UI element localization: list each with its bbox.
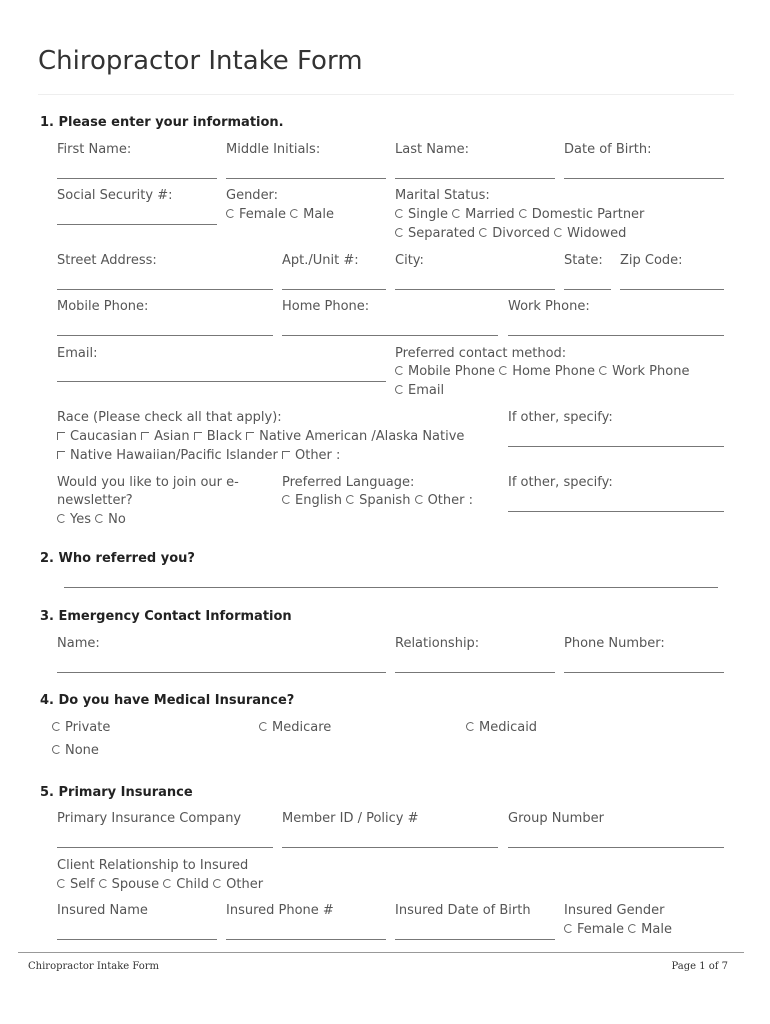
- ec-phone-label: Phone Number:: [564, 636, 665, 651]
- first-name-field[interactable]: [57, 178, 217, 179]
- language-other-field[interactable]: [508, 511, 724, 512]
- radio-icon: [466, 722, 475, 731]
- radio-icon: [226, 209, 235, 218]
- insured-name-label: Insured Name: [57, 903, 148, 918]
- ec-name-label: Name:: [57, 636, 100, 651]
- ssn-label: Social Security #:: [57, 188, 173, 203]
- insured-phone-label: Insured Phone #: [226, 903, 334, 918]
- marital-divorced-radio[interactable]: Divorced: [479, 226, 550, 241]
- city-field[interactable]: [395, 289, 555, 290]
- ins-member-id-label: Member ID / Policy #: [282, 811, 419, 826]
- radio-icon: [519, 209, 528, 218]
- marital-label: Marital Status:: [395, 188, 490, 203]
- radio-icon: [452, 209, 461, 218]
- insured-male-radio[interactable]: Male: [628, 922, 672, 937]
- insured-female-radio[interactable]: Female: [564, 922, 624, 937]
- race-caucasian-checkbox[interactable]: Caucasian: [57, 429, 137, 444]
- rel-other-radio[interactable]: Other: [213, 877, 263, 892]
- radio-icon: [346, 495, 355, 504]
- race-native-american-checkbox[interactable]: Native American /Alaska Native: [246, 429, 464, 444]
- referral-field[interactable]: [64, 587, 718, 588]
- race-other-specify-label: If other, specify:: [508, 410, 613, 425]
- work-phone-field[interactable]: [508, 335, 724, 336]
- ins-company-field[interactable]: [57, 847, 273, 848]
- radio-icon: [479, 228, 488, 237]
- race-hawaiian-checkbox[interactable]: Native Hawaiian/Pacific Islander: [57, 448, 278, 463]
- middle-initials-field[interactable]: [226, 178, 386, 179]
- gender-label: Gender:: [226, 188, 279, 203]
- radio-icon: [564, 924, 573, 933]
- street-label: Street Address:: [57, 253, 157, 268]
- footer-page-number: Page 1 of 7: [671, 961, 728, 972]
- mobile-field[interactable]: [57, 335, 273, 336]
- race-other-field[interactable]: [508, 446, 724, 447]
- ec-relationship-label: Relationship:: [395, 636, 480, 651]
- radio-icon: [163, 879, 172, 888]
- radio-icon: [395, 228, 404, 237]
- radio-icon: [52, 745, 61, 754]
- email-field[interactable]: [57, 381, 386, 382]
- mobile-label: Mobile Phone:: [57, 299, 149, 314]
- insurance-private-radio[interactable]: Private: [52, 720, 110, 735]
- insured-gender-label: Insured Gender: [564, 903, 665, 918]
- radio-icon: [57, 879, 66, 888]
- marital-widowed-radio[interactable]: Widowed: [554, 226, 626, 241]
- last-name-label: Last Name:: [395, 142, 469, 157]
- ins-member-id-field[interactable]: [282, 847, 498, 848]
- state-field[interactable]: [564, 289, 611, 290]
- checkbox-icon: [141, 432, 149, 440]
- ins-group-field[interactable]: [508, 847, 724, 848]
- ins-group-label: Group Number: [508, 811, 604, 826]
- section-5-heading: 5. Primary Insurance: [40, 785, 193, 800]
- radio-icon: [52, 722, 61, 731]
- race-asian-checkbox[interactable]: Asian: [141, 429, 189, 444]
- middle-initials-label: Middle Initials:: [226, 142, 321, 157]
- section-3-heading: 3. Emergency Contact Information: [40, 609, 292, 624]
- radio-icon: [599, 366, 608, 375]
- newsletter-options: [57, 512, 126, 527]
- radio-icon: [499, 366, 508, 375]
- work-phone-label: Work Phone:: [508, 299, 590, 314]
- ec-phone-field[interactable]: [564, 672, 724, 673]
- checkbox-icon: [282, 451, 290, 459]
- zip-label: Zip Code:: [620, 253, 683, 268]
- dob-label: Date of Birth:: [564, 142, 652, 157]
- insurance-medicaid-radio[interactable]: Medicaid: [466, 720, 537, 735]
- pref-contact-label: Preferred contact method:: [395, 346, 567, 361]
- newsletter-no-radio[interactable]: No: [95, 512, 126, 527]
- state-label: State:: [564, 253, 603, 268]
- email-label: Email:: [57, 346, 98, 361]
- insured-phone-field[interactable]: [226, 939, 386, 940]
- insured-dob-label: Insured Date of Birth: [395, 903, 531, 918]
- language-other-radio[interactable]: Other :: [415, 493, 473, 508]
- checkbox-icon: [57, 432, 65, 440]
- insurance-none-radio[interactable]: None: [52, 743, 99, 758]
- contact-options-row1: [395, 364, 689, 379]
- language-spanish-radio[interactable]: Spanish: [346, 493, 410, 508]
- contact-work-radio[interactable]: Work Phone: [599, 364, 689, 379]
- radio-icon: [395, 209, 404, 218]
- rel-spouse-radio[interactable]: Spouse: [99, 877, 159, 892]
- race-label: Race (Please check all that apply):: [57, 410, 282, 425]
- radio-icon: [415, 495, 424, 504]
- gender-male-radio[interactable]: Male: [290, 207, 334, 222]
- pref-language-label: Preferred Language:: [282, 475, 415, 490]
- gender-female-radio[interactable]: Female: [226, 207, 286, 222]
- ssn-field[interactable]: [57, 224, 217, 225]
- insured-name-field[interactable]: [57, 939, 217, 940]
- zip-field[interactable]: [620, 289, 724, 290]
- radio-icon: [395, 366, 404, 375]
- marital-single-radio[interactable]: Single: [395, 207, 448, 222]
- language-other-specify-label: If other, specify:: [508, 475, 613, 490]
- radio-icon: [628, 924, 637, 933]
- radio-icon: [95, 514, 104, 523]
- title-divider: [38, 94, 734, 95]
- radio-icon: [57, 514, 66, 523]
- contact-home-radio[interactable]: Home Phone: [499, 364, 595, 379]
- marital-options-row2: [395, 226, 626, 241]
- race-other-checkbox[interactable]: Other :: [282, 448, 340, 463]
- race-black-checkbox[interactable]: Black: [194, 429, 242, 444]
- section-4-heading: 4. Do you have Medical Insurance?: [40, 693, 295, 708]
- checkbox-icon: [194, 432, 202, 440]
- newsletter-yes-radio[interactable]: Yes: [57, 512, 91, 527]
- section-1-heading: 1. Please enter your information.: [40, 115, 284, 130]
- newsletter-label-line1: Would you like to join our e-: [57, 475, 239, 490]
- ec-relationship-field[interactable]: [395, 672, 555, 673]
- language-options: [282, 493, 473, 508]
- rel-self-radio[interactable]: Self: [57, 877, 94, 892]
- page-title: Chiropractor Intake Form: [38, 46, 363, 76]
- marital-separated-radio[interactable]: Separated: [395, 226, 475, 241]
- contact-mobile-radio[interactable]: Mobile Phone: [395, 364, 495, 379]
- radio-icon: [290, 209, 299, 218]
- insurance-medicare-radio[interactable]: Medicare: [259, 720, 331, 735]
- client-rel-options: [57, 877, 263, 892]
- marital-married-radio[interactable]: Married: [452, 207, 515, 222]
- client-rel-label: Client Relationship to Insured: [57, 858, 249, 873]
- checkbox-icon: [57, 451, 65, 459]
- newsletter-label-line2: newsletter?: [57, 493, 133, 508]
- radio-icon: [99, 879, 108, 888]
- footer-title: Chiropractor Intake Form: [28, 961, 160, 972]
- contact-email-radio[interactable]: Email: [395, 383, 444, 398]
- section-2-heading: 2. Who referred you?: [40, 551, 195, 566]
- ins-company-label: Primary Insurance Company: [57, 811, 242, 826]
- marital-options-row1: [395, 207, 644, 222]
- last-name-field[interactable]: [395, 178, 555, 179]
- city-label: City:: [395, 253, 424, 268]
- radio-icon: [395, 385, 404, 394]
- radio-icon: [213, 879, 222, 888]
- apt-field[interactable]: [282, 289, 386, 290]
- insured-gender-options: [564, 922, 672, 937]
- ec-name-field[interactable]: [57, 672, 386, 673]
- dob-field[interactable]: [564, 178, 724, 179]
- footer-divider: [18, 952, 744, 953]
- radio-icon: [259, 722, 268, 731]
- race-options-row2: [57, 448, 340, 463]
- radio-icon: [282, 495, 291, 504]
- race-options-row1: [57, 429, 464, 444]
- apt-label: Apt./Unit #:: [282, 253, 359, 268]
- radio-icon: [554, 228, 563, 237]
- checkbox-icon: [246, 432, 254, 440]
- marital-domestic-radio[interactable]: Domestic Partner: [519, 207, 645, 222]
- first-name-label: First Name:: [57, 142, 132, 157]
- gender-options: [226, 207, 334, 222]
- street-field[interactable]: [57, 289, 273, 290]
- home-phone-label: Home Phone:: [282, 299, 370, 314]
- home-phone-field[interactable]: [282, 335, 498, 336]
- rel-child-radio[interactable]: Child: [163, 877, 209, 892]
- contact-options-row2: [395, 383, 444, 398]
- language-english-radio[interactable]: English: [282, 493, 342, 508]
- insured-dob-field[interactable]: [395, 939, 555, 940]
